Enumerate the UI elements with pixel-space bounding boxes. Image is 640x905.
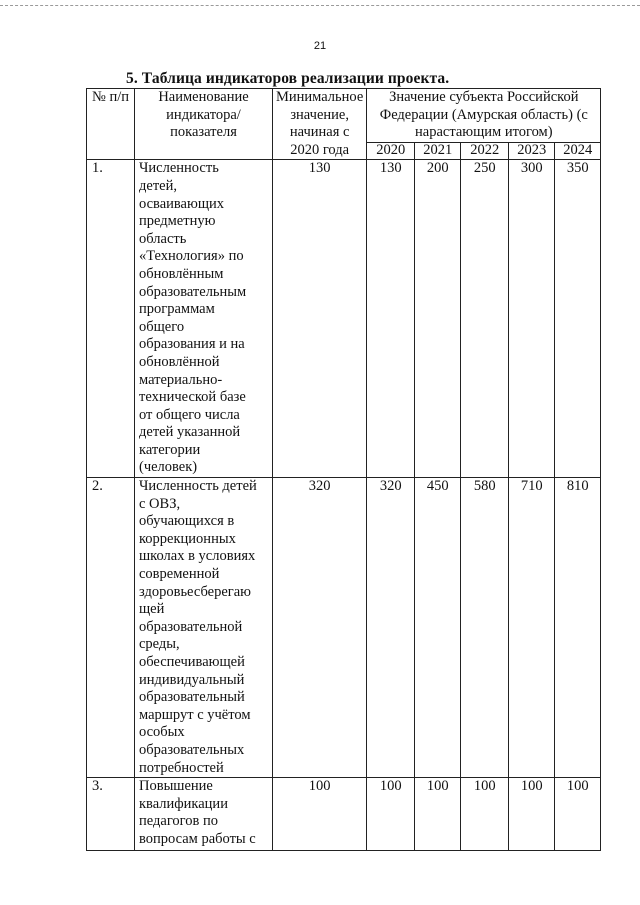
row-name-line: детей указанной [139, 424, 241, 441]
indicators-table [86, 88, 601, 851]
row-value: 710 [509, 478, 555, 778]
row-value: 320 [367, 478, 415, 778]
row-name-line: материально- [139, 371, 223, 388]
row-name-line: от общего числа [139, 406, 240, 423]
row-name-line: обновлённой [139, 353, 220, 370]
row-name [135, 778, 273, 851]
row-name-line: (человек) [139, 459, 198, 476]
row-value: 200 [415, 160, 461, 478]
row-name-line: детей, [139, 177, 177, 194]
row-min-value: 130 [273, 160, 367, 478]
row-name-line: технической базе [139, 389, 246, 406]
row-name-line: здоровьесберегаю [139, 583, 251, 600]
row-name-line: обновлённым [139, 265, 224, 282]
row-value: 100 [509, 778, 555, 851]
row-name-line: программам [139, 301, 215, 318]
row-name [135, 478, 273, 778]
row-name-line: современной [139, 566, 220, 583]
header-region-value: Значение субъекта Российской Федерации (Амурская область) (с нарастающим итогом) [367, 89, 601, 143]
row-value: 250 [461, 160, 509, 478]
row-value: 300 [509, 160, 555, 478]
row-name-line: вопросам работы с [139, 830, 256, 847]
row-name-line: маршрут с учётом [139, 706, 251, 723]
header-min-value: Минимальное значение, начиная с 2020 года [273, 89, 367, 160]
header-name: Наименование индикатора/показателя [135, 89, 273, 160]
row-name-line: индивидуальный [139, 671, 245, 688]
row-name-line: Численность [139, 160, 219, 177]
row-name-line: коррекционных [139, 530, 236, 547]
row-name-line: образовательных [139, 741, 245, 758]
header-year: 2024 [555, 143, 601, 160]
table-row [87, 160, 601, 478]
row-name-line: обеспечивающей [139, 654, 245, 670]
row-name-line: щей [139, 601, 165, 618]
header-number: № п/п [87, 89, 135, 160]
row-number: 2. [87, 478, 135, 778]
row-number: 1. [87, 160, 135, 478]
table-row [87, 478, 601, 778]
row-name-line: обучающихся в [139, 513, 235, 530]
row-name-line: образовательной [139, 618, 243, 635]
row-name-line: область [139, 230, 187, 247]
row-min-value: 320 [273, 478, 367, 778]
header-year: 2023 [509, 143, 555, 160]
header-year: 2020 [367, 143, 415, 160]
row-value: 100 [415, 778, 461, 851]
row-name-line: категории [139, 441, 201, 458]
row-name-line: школах в условиях [139, 548, 256, 565]
header-year: 2021 [415, 143, 461, 160]
row-name-line: особых [139, 724, 185, 741]
row-number: 3. [87, 778, 135, 851]
row-name-line: Повышение [139, 778, 213, 795]
row-value: 350 [555, 160, 601, 478]
top-scan-rule [0, 5, 640, 6]
row-name-line: квалификации [139, 795, 228, 812]
row-name [135, 160, 273, 478]
row-name-line: осваивающих [139, 195, 224, 212]
row-value: 450 [415, 478, 461, 778]
row-value: 810 [555, 478, 601, 778]
row-value: 100 [367, 778, 415, 851]
row-name-line: образования и на [139, 336, 245, 353]
row-name-line: общего [139, 318, 185, 335]
row-name-line: образовательным [139, 283, 247, 300]
row-value: 100 [461, 778, 509, 851]
header-year: 2022 [461, 143, 509, 160]
row-value: 130 [367, 160, 415, 478]
row-name-line: среды, [139, 636, 180, 653]
row-name-line: с ОВЗ, [139, 495, 181, 512]
table-row [87, 778, 601, 851]
section-title: 5. Таблица индикаторов реализации проекта. [126, 70, 450, 87]
row-name-line: педагогов по [139, 813, 218, 830]
row-name-line: «Технология» по [139, 248, 244, 265]
row-min-value: 100 [273, 778, 367, 851]
row-value: 580 [461, 478, 509, 778]
page-number: 21 [313, 40, 327, 52]
row-name-line: образовательный [139, 689, 245, 706]
row-value: 100 [555, 778, 601, 851]
row-name-line: потребностей [139, 759, 224, 776]
row-name-line: Численность детей [139, 478, 257, 495]
row-name-line: предметную [139, 213, 216, 230]
